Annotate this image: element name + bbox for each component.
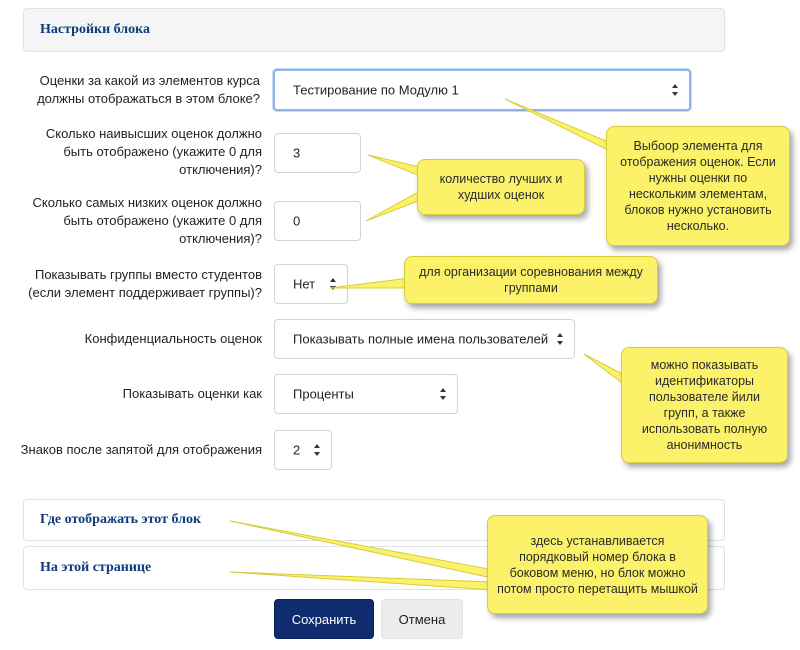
format-select[interactable]: [274, 374, 458, 414]
highest-count-input[interactable]: [274, 133, 361, 173]
callout-groups-note: для организации соревнования между группами: [404, 256, 658, 304]
privacy-select-value: Показывать полные имена пользователей: [293, 331, 549, 347]
lowest-label: Сколько самых низких оценок должно быть отображено (укажите 0 для отключения)?: [32, 195, 262, 246]
activity-label: Оценки за какой из элементов курса должны отображаться в этом блоке?: [37, 73, 260, 106]
decimals-select[interactable]: [274, 430, 332, 470]
section-title-on-this-page: На этой странице: [40, 560, 152, 575]
highest-count-value: 3: [293, 145, 301, 161]
section-title-block-settings: Настройки блока: [40, 22, 150, 37]
arrow-count-note-top: [368, 155, 424, 176]
privacy-select[interactable]: [274, 319, 575, 359]
lowest-count-value: 0: [293, 213, 301, 229]
format-label: Показывать оценки как: [122, 386, 262, 401]
save-button[interactable]: Сохранить: [274, 599, 374, 639]
groups-select[interactable]: [274, 264, 348, 304]
highest-label: Сколько наивысших оценок должно быть отображено (укажите 0 для отключения)?: [45, 126, 262, 177]
select-caret-icon: [440, 388, 447, 400]
select-caret-icon: [330, 278, 337, 290]
section-block-settings[interactable]: [23, 8, 725, 52]
callout-activity-note: Выбоор элемента для отображения оценок. Если нужны оценки по нескольким элементам, блоков нужно установить несколько.: [606, 126, 790, 246]
activity-select-value: Тестирование по Модулю 1: [293, 82, 459, 98]
groups-label: Показывать группы вместо студентов (если элемент поддерживает группы)?: [28, 267, 262, 300]
activity-select[interactable]: [273, 69, 691, 111]
select-caret-icon: [314, 444, 321, 456]
callout-privacy-note: можно показывать идентификаторы пользователе йили групп, а также использовать полную анонимность: [621, 347, 788, 463]
cancel-button[interactable]: Отмена: [381, 599, 463, 639]
callout-position-note: здесь устанавливается порядковый номер блока в боковом меню, но блок можно потом просто перетащить мышкой: [487, 515, 708, 614]
lowest-count-input[interactable]: [274, 201, 361, 241]
format-select-value: Проценты: [293, 386, 354, 402]
callout-count-note: количество лучших и худших оценок: [417, 159, 585, 215]
select-caret-icon: [672, 84, 679, 96]
groups-select-value: Нет: [293, 276, 316, 292]
decimals-select-value: 2: [293, 442, 301, 458]
section-title-where-display: Где отображать этот блок: [40, 512, 202, 527]
privacy-label: Конфиденциальность оценок: [84, 331, 262, 346]
decimals-label: Знаков после запятой для отображения: [20, 442, 262, 457]
select-caret-icon: [557, 333, 564, 345]
